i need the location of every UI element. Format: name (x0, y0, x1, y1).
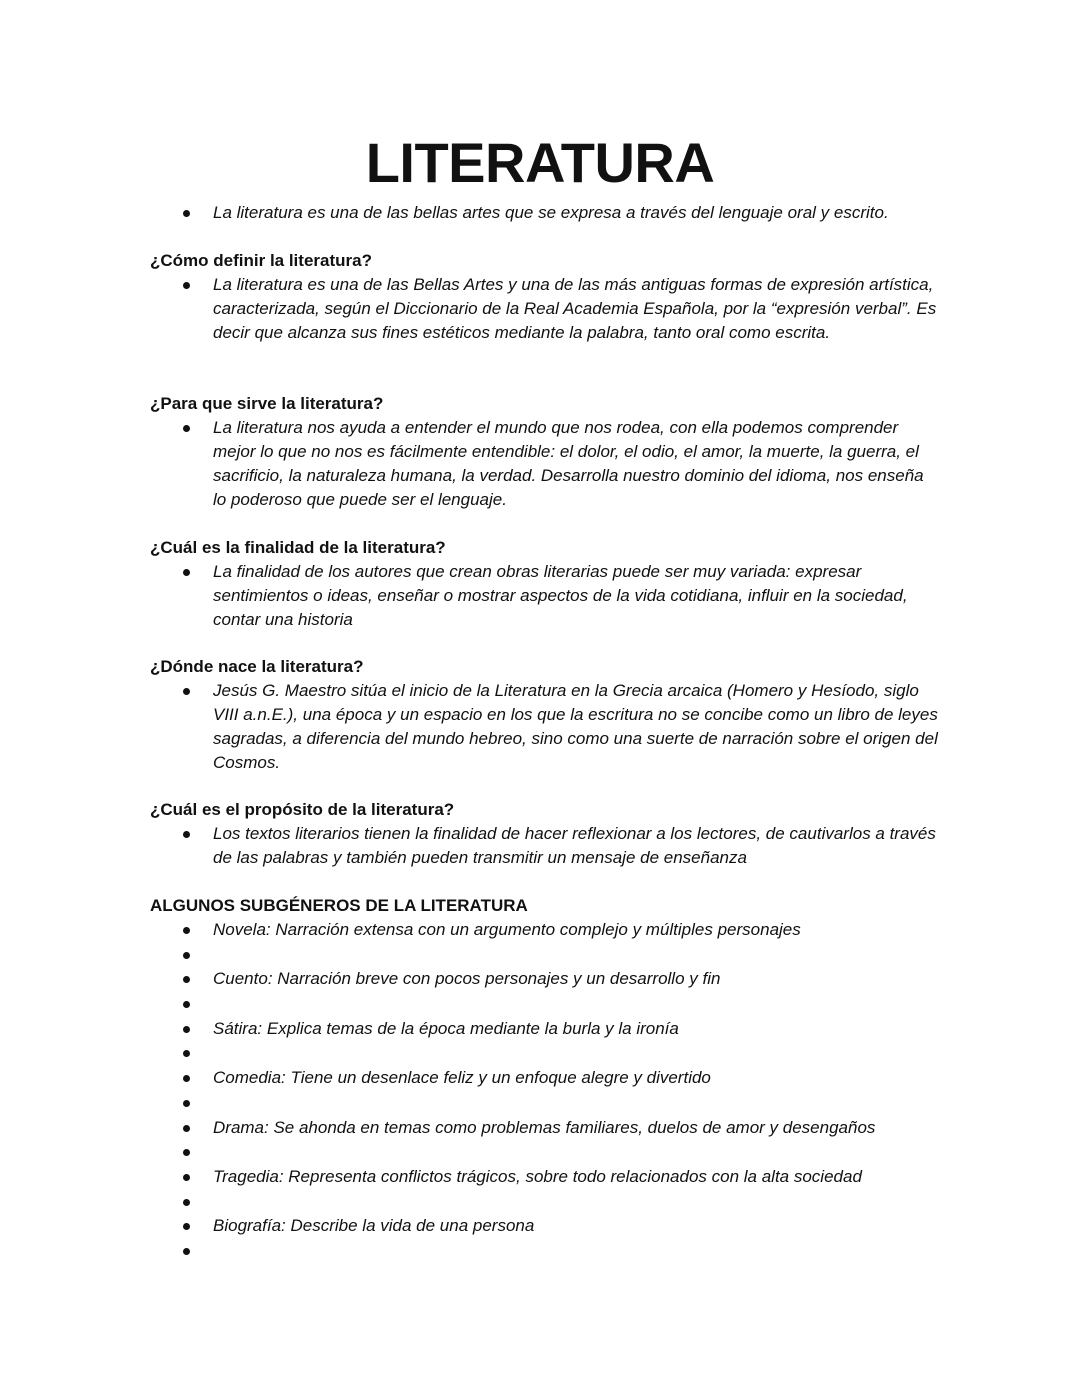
intro-text: La literatura es una de las bellas artes que se expresa a través del lenguaje oral y escrito. (213, 203, 889, 222)
bullet-icon (183, 210, 190, 217)
bullet-icon (183, 1001, 190, 1008)
bullet-icon (183, 1199, 190, 1206)
list-item (150, 560, 940, 632)
subgenres-list (150, 918, 940, 1264)
bullet-icon (183, 1125, 190, 1132)
bullet-icon (183, 1075, 190, 1082)
list-item (150, 1017, 940, 1042)
bullet-icon (183, 1050, 190, 1057)
list-item (150, 1190, 940, 1215)
bullet-icon (183, 1026, 190, 1033)
section-list (150, 679, 940, 775)
section-text: La literatura es una de las Bellas Artes y una de las más antiguas formas de expresión artística, caracterizada, según el Diccionario de la Real Academia Española, por la “expresión verbal”. Es decir que alcanza sus fines estéticos mediante la palabra, tanto oral como escrita. (213, 275, 937, 342)
section-list (150, 822, 940, 870)
bullet-icon (183, 976, 190, 983)
list-item (150, 992, 940, 1017)
section-list (150, 560, 940, 632)
bullet-icon (183, 831, 190, 838)
bullet-icon (183, 688, 190, 695)
list-item (150, 201, 940, 225)
bullet-icon (183, 1149, 190, 1156)
section-list (150, 273, 940, 345)
section-heading: ¿Cuál es el propósito de la literatura? (150, 800, 455, 819)
bullet-icon (183, 425, 190, 432)
list-item (150, 1091, 940, 1116)
section-heading: ¿Dónde nace la literatura? (150, 657, 364, 676)
subgenre-text: Cuento: Narración breve con pocos personajes y un desarrollo y fin (213, 969, 721, 989)
section-definition (150, 249, 940, 345)
section-purpose-use (150, 392, 940, 512)
list-item (150, 822, 940, 870)
subgenre-text: Sátira: Explica temas de la época mediante la burla y la ironía (213, 1018, 679, 1038)
intro-section (150, 201, 940, 225)
list-item (150, 1066, 940, 1091)
subgenre-text: Tragedia: Representa conflictos trágicos, sobre todo relacionados con la alta sociedad (213, 1166, 862, 1186)
bullet-icon (183, 1174, 190, 1181)
bullet-icon (183, 282, 190, 289)
page-title: LITERATURA (365, 131, 715, 194)
section-finality (150, 536, 940, 632)
subgenre-text: Comedia: Tiene un desenlace feliz y un enfoque alegre y divertido (213, 1068, 711, 1088)
section-heading: ¿Para que sirve la literatura? (150, 394, 384, 413)
section-list (150, 416, 940, 512)
list-item (150, 1041, 940, 1066)
list-item (150, 943, 940, 968)
section-heading: ¿Cómo definir la literatura? (150, 251, 372, 270)
section-text: Los textos literarios tienen la finalidad de hacer reflexionar a los lectores, de cautivarlos a través de las palabras y también pueden transmitir un mensaje de enseñanza (213, 824, 936, 867)
bullet-icon (183, 952, 190, 959)
section-text: La finalidad de los autores que crean obras literarias puede ser muy variada: expresar sentimientos o ideas, enseñar o mostrar aspectos de la vida cotidiana, influir en la sociedad, contar una historia (213, 562, 908, 629)
bullet-icon (183, 569, 190, 576)
subgenre-text: Drama: Se ahonda en temas como problemas familiares, duelos de amor y desengaños (213, 1117, 876, 1137)
section-origin (150, 655, 940, 775)
list-item (150, 273, 940, 345)
list-item (150, 1165, 940, 1190)
list-item (150, 1214, 940, 1239)
list-item (150, 918, 940, 943)
list-item (150, 967, 940, 992)
list-item (150, 679, 940, 775)
section-heading: ¿Cuál es la finalidad de la literatura? (150, 538, 446, 557)
bullet-icon (183, 1223, 190, 1230)
section-subgenres (150, 894, 940, 1264)
bullet-icon (183, 1100, 190, 1107)
list-item (150, 1140, 940, 1165)
intro-list (150, 201, 940, 225)
list-item (150, 416, 940, 512)
subgenre-text: Biografía: Describe la vida de una persona (213, 1216, 535, 1236)
section-purpose (150, 798, 940, 870)
bullet-icon (183, 927, 190, 934)
section-text: La literatura nos ayuda a entender el mundo que nos rodea, con ella podemos comprender mejor lo que no nos es fácilmente entendible: el dolor, el odio, el amor, la muerte, la guerra, el sacrificio, la naturaleza humana, la verdad. Desarrolla nuestro dominio del idioma, nos enseña lo poderoso que puede ser el lenguaje. (213, 418, 924, 509)
section-text: Jesús G. Maestro sitúa el inicio de la Literatura en la Grecia arcaica (Homero y Hesíodo, siglo VIII a.n.E.), una época y un espacio en los que la escritura no se concibe como un libro de leyes sagradas, a diferencia del mundo hebreo, sino como una suerte de narración sobre el origen del Cosmos. (213, 681, 938, 772)
list-item (150, 1116, 940, 1141)
section-heading: ALGUNOS SUBGÉNEROS DE LA LITERATURA (150, 896, 528, 915)
bullet-icon (183, 1248, 190, 1255)
subgenre-text: Novela: Narración extensa con un argumento complejo y múltiples personajes (213, 920, 801, 939)
list-item (150, 1239, 940, 1264)
